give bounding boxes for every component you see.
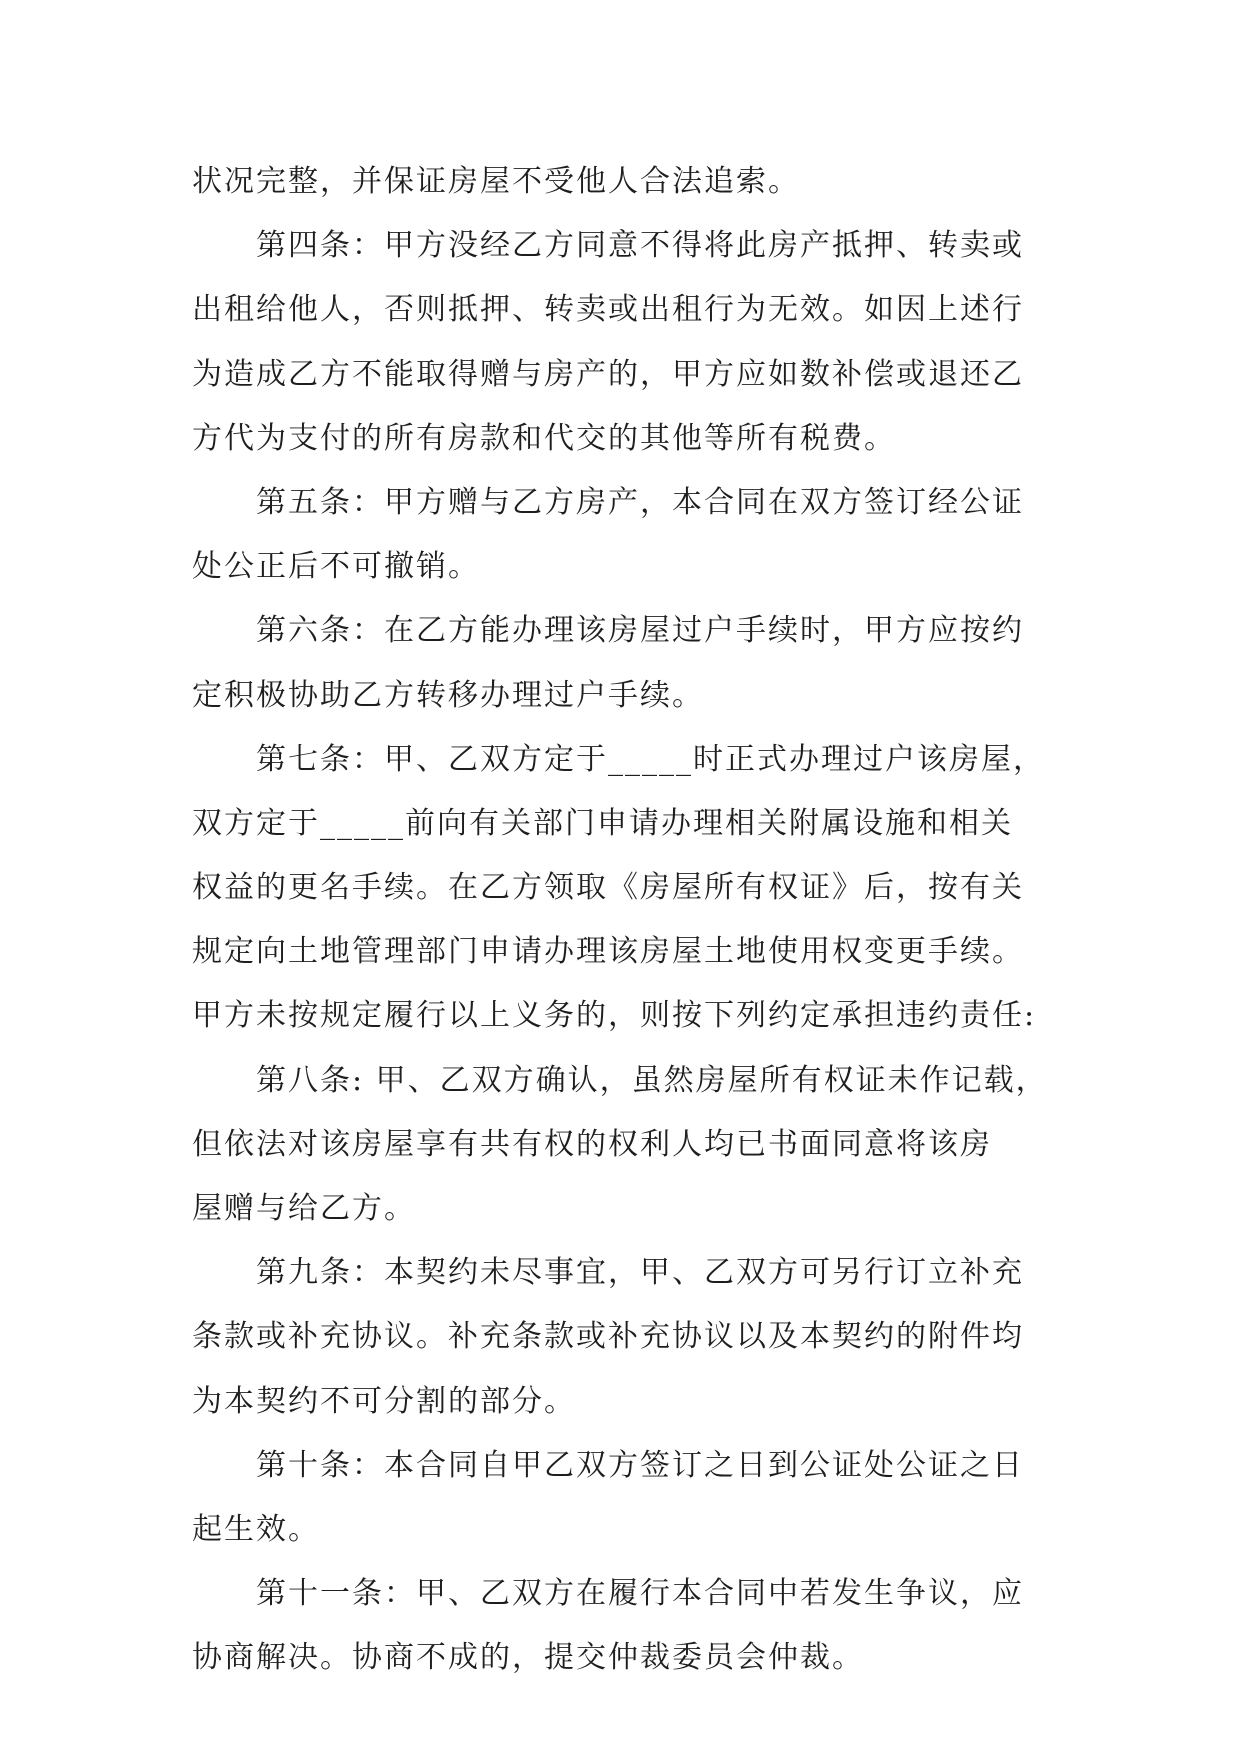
text-line: 权益的更名手续。在乙方领取《房屋所有权证》后，按有关 xyxy=(192,870,1024,906)
text-line: 条款或补充协议。补充条款或补充协议以及本契约的附件均 xyxy=(192,1319,1024,1355)
text-line: 屋赠与给乙方。 xyxy=(192,1191,416,1226)
text-line: 规定向土地管理部门申请办理该房屋土地使用权变更手续。 xyxy=(192,934,1024,970)
article-9-heading-line: 第九条：本契约未尽事宜，甲、乙双方可另行订立补充 xyxy=(256,1255,1024,1291)
text-line: 甲方未按规定履行以上义务的，则按下列约定承担违约责任: xyxy=(192,998,1037,1034)
text-line: 状况完整，并保证房屋不受他人合法追索。 xyxy=(192,164,800,199)
article-6-heading-line: 第六条：在乙方能办理该房屋过户手续时，甲方应按约 xyxy=(256,613,1024,649)
article-8-heading-line: 第八条: 甲、乙双方确认，虽然房屋所有权证未作记载， xyxy=(256,1062,1048,1098)
article-7-heading-line: 第七条：甲、乙双方定于_____时正式办理过户该房屋， xyxy=(256,741,1045,777)
text-line: 双方定于_____前向有关部门申请办理相关附属设施和相关 xyxy=(192,805,1013,841)
article-4-heading-line: 第四条：甲方没经乙方同意不得将此房产抵押、转卖或 xyxy=(256,228,1024,264)
text-line: 起生效。 xyxy=(192,1511,320,1547)
text-line: 为本契约不可分割的部分。 xyxy=(192,1383,576,1419)
text-line: 为造成乙方不能取得赠与房产的，甲方应如数补偿或退还乙 xyxy=(192,356,1024,392)
text-line: 协商解决。协商不成的，提交仲裁委员会仲裁。 xyxy=(192,1640,864,1676)
article-10-heading-line: 第十条：本合同自甲乙双方签订之日到公证处公证之日 xyxy=(256,1447,1024,1483)
document-body xyxy=(192,150,1054,1691)
text-line: 出租给他人，否则抵押、转卖或出租行为无效。如因上述行 xyxy=(192,292,1024,328)
text-line: 定积极协助乙方转移办理过户手续。 xyxy=(192,677,704,713)
text-line: 方代为支付的所有房款和代交的其他等所有税费。 xyxy=(192,420,896,456)
text-line: 处公正后不可撤销。 xyxy=(192,549,480,585)
text-line: 但依法对该房屋享有共有权的权利人均已书面同意将该房 xyxy=(192,1126,992,1162)
article-5-heading-line: 第五条：甲方赠与乙方房产，本合同在双方签订经公证 xyxy=(256,484,1024,520)
article-11-heading-line: 第十一条：甲、乙双方在履行本合同中若发生争议，应 xyxy=(256,1576,1024,1612)
